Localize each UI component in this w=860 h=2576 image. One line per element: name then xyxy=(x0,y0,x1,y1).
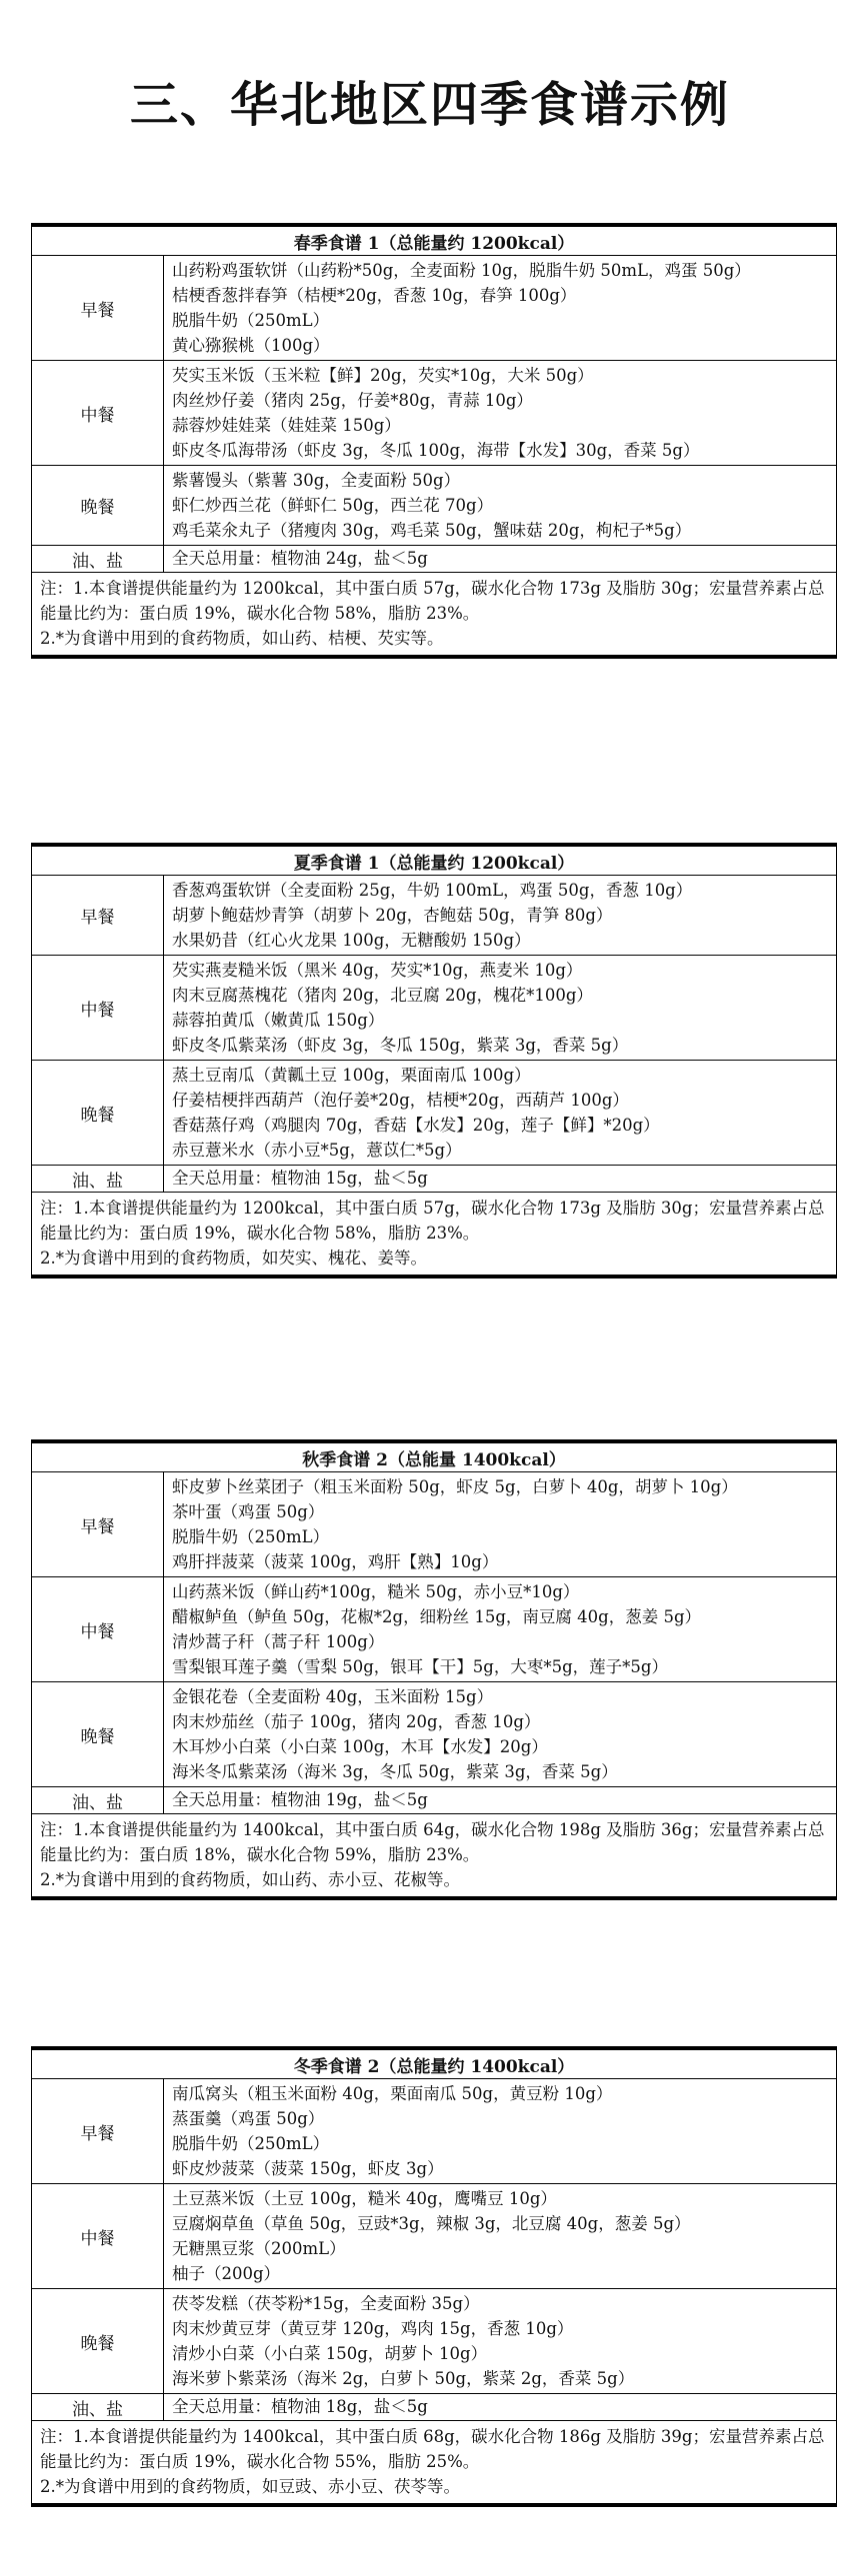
dish: 蒜蓉炒娃娃菜（娃娃菜 150g） xyxy=(172,416,401,435)
dish: 肉末炒黄豆芽（黄豆芽 120g，鸡肉 15g，香葱 10g） xyxy=(172,2319,574,2338)
dish: 茯苓发糕（茯苓粉*15g，全麦面粉 35g） xyxy=(172,2294,480,2313)
dish: 海米萝卜紫菜汤（海米 2g，白萝卜 50g，紫菜 2g，香菜 5g） xyxy=(172,2369,635,2388)
oil-salt-value: 全天总用量：植物油 15g，盐＜5g xyxy=(164,1166,837,1193)
note-line: 2.*为食谱中用到的食药物质，如山药、赤小豆、花椒等。 xyxy=(40,1870,460,1889)
dish: 虾皮萝卜丝菜团子（粗玉米面粉 50g，虾皮 5g，白萝卜 40g，胡萝卜 10g） xyxy=(172,1477,738,1496)
menu-caption: 春季食谱 1（总能量约 1200kcal） xyxy=(32,227,837,256)
dish: 水果奶昔（红心火龙果 100g，无糖酸奶 150g） xyxy=(172,931,531,950)
meal-row-lunch xyxy=(32,1577,837,1682)
meal-row-dinner xyxy=(32,1682,837,1787)
page-title: 三、华北地区四季食谱示例 xyxy=(129,77,730,133)
dish: 芡实玉米饭（玉米粒【鲜】20g，芡实*10g，大米 50g） xyxy=(172,366,594,385)
meal-name: 中餐 xyxy=(32,2184,164,2289)
oil-salt-value: 全天总用量：植物油 19g，盐＜5g xyxy=(164,1787,837,1814)
dish: 清炒蒿子秆（蒿子秆 100g） xyxy=(172,1632,385,1651)
dish: 山药粉鸡蛋软饼（山药粉*50g，全麦面粉 10g，脱脂牛奶 50mL，鸡蛋 50g） xyxy=(172,261,751,280)
dish: 鸡肝拌菠菜（菠菜 100g，鸡肝【熟】10g） xyxy=(172,1552,499,1571)
note-line: 注：1.本食谱提供能量约为 1200kcal，其中蛋白质 57g，碳水化合物 173g 及脂肪 30g；宏量营养素占总能量比约为：蛋白质 19%，碳水化合物 58%，脂肪 23%。 xyxy=(40,1199,825,1243)
oil-salt-value: 全天总用量：植物油 24g，盐＜5g xyxy=(164,546,837,573)
meal-row-dinner xyxy=(32,466,837,546)
menu-notes xyxy=(32,573,837,656)
dish: 柚子（200g） xyxy=(172,2264,281,2283)
dish: 清炒小白菜（小白菜 150g，胡萝卜 10g） xyxy=(172,2344,488,2363)
menu-autumn xyxy=(31,1439,837,1900)
meal-name: 中餐 xyxy=(32,956,164,1061)
oil-salt-row xyxy=(32,2394,837,2421)
dish: 土豆蒸米饭（土豆 100g，糙米 40g，鹰嘴豆 10g） xyxy=(172,2189,557,2208)
meal-row-dinner xyxy=(32,1061,837,1166)
meal-row-breakfast xyxy=(32,256,837,361)
dish: 鸡毛菜氽丸子（猪瘦肉 30g，鸡毛菜 50g，蟹味菇 20g，枸杞子*5g） xyxy=(172,521,692,540)
menu-bottom-rule xyxy=(31,656,837,659)
dish: 蒸土豆南瓜（黄瓤土豆 100g，栗面南瓜 100g） xyxy=(172,1066,531,1085)
oil-salt-label: 油、盐 xyxy=(32,2394,164,2421)
meal-row-dinner xyxy=(32,2289,837,2394)
menu-caption: 秋季食谱 2（总能量 1400kcal） xyxy=(32,1443,837,1472)
menu-table xyxy=(31,2049,837,2504)
meal-name: 晚餐 xyxy=(32,466,164,546)
menu-bottom-rule xyxy=(31,2504,837,2507)
meal-name: 早餐 xyxy=(32,876,164,956)
meal-row-lunch xyxy=(32,361,837,466)
dish: 蒜蓉拍黄瓜（嫩黄瓜 150g） xyxy=(172,1011,385,1030)
menu-notes xyxy=(32,2421,837,2504)
menu-caption: 冬季食谱 2（总能量约 1400kcal） xyxy=(32,2050,837,2079)
dish: 紫薯馒头（紫薯 30g，全麦面粉 50g） xyxy=(172,471,461,490)
menu-notes xyxy=(32,1814,837,1897)
meal-name: 晚餐 xyxy=(32,1682,164,1787)
menu-bottom-rule xyxy=(31,1276,837,1279)
meal-row-lunch xyxy=(32,956,837,1061)
oil-salt-row xyxy=(32,1787,837,1814)
meal-name: 早餐 xyxy=(32,2079,164,2184)
dish: 虾仁炒西兰花（鲜虾仁 50g，西兰花 70g） xyxy=(172,496,494,515)
menu-summer xyxy=(31,843,837,1279)
dish: 山药蒸米饭（鲜山药*100g，糙米 50g，赤小豆*10g） xyxy=(172,1582,580,1601)
menu-notes xyxy=(32,1193,837,1276)
meal-name: 中餐 xyxy=(32,1577,164,1682)
note-line: 2.*为食谱中用到的食药物质，如山药、桔梗、芡实等。 xyxy=(40,629,444,648)
oil-salt-label: 油、盐 xyxy=(32,1787,164,1814)
meal-name: 中餐 xyxy=(32,361,164,466)
meal-name: 早餐 xyxy=(32,256,164,361)
dish: 香葱鸡蛋软饼（全麦面粉 25g，牛奶 100mL，鸡蛋 50g，香葱 10g） xyxy=(172,881,693,900)
dish: 肉末豆腐蒸槐花（猪肉 20g，北豆腐 20g，槐花*100g） xyxy=(172,986,593,1005)
oil-salt-value: 全天总用量：植物油 18g，盐＜5g xyxy=(164,2394,837,2421)
dish: 虾皮炒菠菜（菠菜 150g，虾皮 3g） xyxy=(172,2159,444,2178)
note-line: 2.*为食谱中用到的食药物质，如豆豉、赤小豆、茯苓等。 xyxy=(40,2477,460,2496)
oil-salt-label: 油、盐 xyxy=(32,546,164,573)
dish: 桔梗香葱拌春笋（桔梗*20g，香葱 10g，春笋 100g） xyxy=(172,286,577,305)
menu-bottom-rule xyxy=(31,1897,837,1900)
dish: 蒸蛋羹（鸡蛋 50g） xyxy=(172,2109,325,2128)
note-line: 2.*为食谱中用到的食药物质，如芡实、槐花、姜等。 xyxy=(40,1249,427,1268)
note-line: 注：1.本食谱提供能量约为 1200kcal，其中蛋白质 57g，碳水化合物 173g 及脂肪 30g；宏量营养素占总能量比约为：蛋白质 19%，碳水化合物 58%，脂肪 23%。 xyxy=(40,579,825,623)
dish: 黄心猕猴桃（100g） xyxy=(172,336,330,355)
menu-table xyxy=(31,1442,837,1897)
menu-table xyxy=(31,226,837,656)
dish: 海米冬瓜紫菜汤（海米 3g，冬瓜 50g，紫菜 3g，香菜 5g） xyxy=(172,1762,618,1781)
dish: 醋椒鲈鱼（鲈鱼 50g，花椒*2g，细粉丝 15g，南豆腐 40g，葱姜 5g） xyxy=(172,1607,702,1626)
dish: 芡实燕麦糙米饭（黑米 40g，芡实*10g，燕麦米 10g） xyxy=(172,961,583,980)
menu-winter xyxy=(31,2046,837,2507)
note-line: 注：1.本食谱提供能量约为 1400kcal，其中蛋白质 68g，碳水化合物 186g 及脂肪 39g；宏量营养素占总能量比约为：蛋白质 19%，碳水化合物 55%，脂肪 25%。 xyxy=(40,2427,825,2471)
menu-caption: 夏季食谱 1（总能量约 1200kcal） xyxy=(32,847,837,876)
dish: 虾皮冬瓜海带汤（虾皮 3g，冬瓜 100g，海带【水发】30g，香菜 5g） xyxy=(172,441,700,460)
meal-row-breakfast xyxy=(32,1472,837,1577)
menu-spring xyxy=(31,223,837,659)
dish: 香菇蒸仔鸡（鸡腿肉 70g，香菇【水发】20g，莲子【鲜】*20g） xyxy=(172,1116,660,1135)
dish: 茶叶蛋（鸡蛋 50g） xyxy=(172,1502,325,1521)
dish: 虾皮冬瓜紫菜汤（虾皮 3g，冬瓜 150g，紫菜 3g，香菜 5g） xyxy=(172,1036,629,1055)
dish: 肉末炒茄丝（茄子 100g，猪肉 20g，香葱 10g） xyxy=(172,1712,541,1731)
menu-table xyxy=(31,846,837,1276)
dish: 脱脂牛奶（250mL） xyxy=(172,1527,330,1546)
dish: 雪梨银耳莲子羹（雪梨 50g，银耳【干】5g，大枣*5g，莲子*5g） xyxy=(172,1657,668,1676)
meal-row-breakfast xyxy=(32,2079,837,2184)
note-line: 注：1.本食谱提供能量约为 1400kcal，其中蛋白质 64g，碳水化合物 198g 及脂肪 36g；宏量营养素占总能量比约为：蛋白质 18%，碳水化合物 59%，脂肪 23%。 xyxy=(40,1820,825,1864)
meal-row-lunch xyxy=(32,2184,837,2289)
dish: 脱脂牛奶（250mL） xyxy=(172,2134,330,2153)
dish: 木耳炒小白菜（小白菜 100g，木耳【水发】20g） xyxy=(172,1737,548,1756)
dish: 赤豆薏米水（赤小豆*5g，薏苡仁*5g） xyxy=(172,1141,462,1160)
oil-salt-label: 油、盐 xyxy=(32,1166,164,1193)
dish: 南瓜窝头（粗玉米面粉 40g，栗面南瓜 50g，黄豆粉 10g） xyxy=(172,2084,613,2103)
oil-salt-row xyxy=(32,546,837,573)
dish: 豆腐焖草鱼（草鱼 50g，豆豉*3g，辣椒 3g，北豆腐 40g，葱姜 5g） xyxy=(172,2214,691,2233)
meal-name: 晚餐 xyxy=(32,2289,164,2394)
dish: 无糖黑豆浆（200mL） xyxy=(172,2239,346,2258)
dish: 脱脂牛奶（250mL） xyxy=(172,311,330,330)
oil-salt-row xyxy=(32,1166,837,1193)
meal-name: 早餐 xyxy=(32,1472,164,1577)
dish: 仔姜桔梗拌西葫芦（泡仔姜*20g，桔梗*20g，西葫芦 100g） xyxy=(172,1091,629,1110)
dish: 肉丝炒仔姜（猪肉 25g，仔姜*80g，青蒜 10g） xyxy=(172,391,533,410)
meal-name: 晚餐 xyxy=(32,1061,164,1166)
dish: 金银花卷（全麦面粉 40g，玉米面粉 15g） xyxy=(172,1687,494,1706)
meal-row-breakfast xyxy=(32,876,837,956)
dish: 胡萝卜鲍菇炒青笋（胡萝卜 20g，杏鲍菇 50g，青笋 80g） xyxy=(172,906,613,925)
